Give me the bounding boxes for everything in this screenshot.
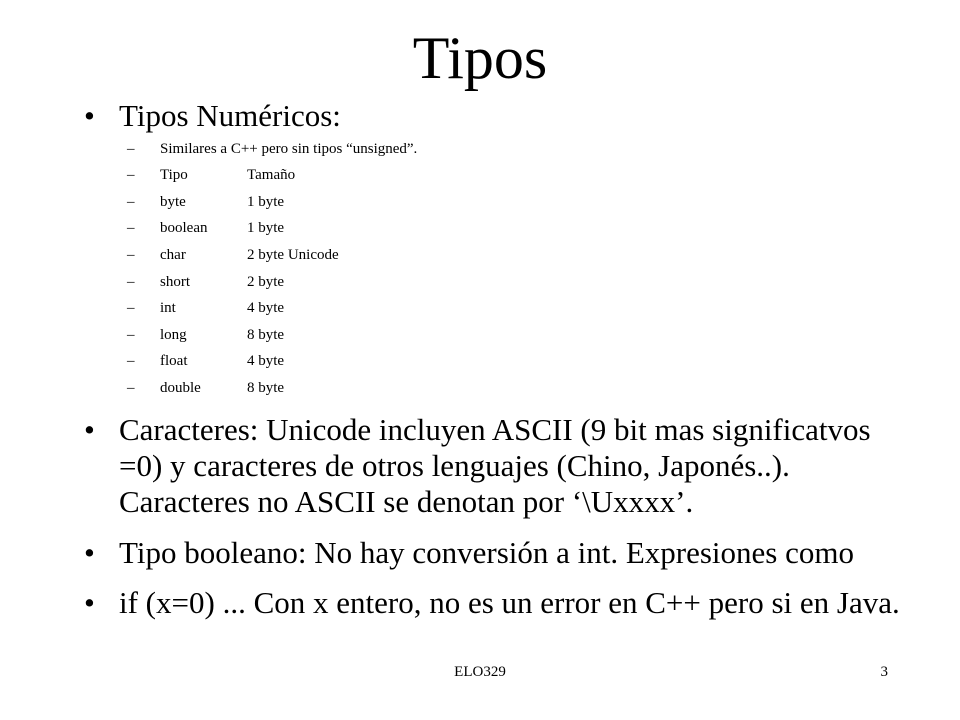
- dash-marker: –: [127, 167, 135, 183]
- row-type: float: [160, 353, 188, 369]
- bullet-if-expression: if (x=0) ... Con x entero, no es un error en C++ pero si en Java.: [119, 585, 900, 620]
- row-size: 8 byte: [247, 380, 285, 396]
- sub-bullet-text: Similares a C++ pero sin tipos “unsigned”.: [160, 141, 418, 157]
- row-type: short: [160, 274, 190, 290]
- dash-marker: –: [127, 220, 135, 236]
- row-size: 2 byte: [247, 274, 285, 290]
- dash-marker: –: [127, 380, 135, 396]
- slide-title: Tipos: [412, 25, 548, 91]
- dash-marker: –: [127, 274, 135, 290]
- footer-course: ELO329: [454, 664, 506, 680]
- bullet-marker: •: [84, 535, 95, 570]
- bullet-marker: •: [84, 98, 95, 133]
- bullet-marker: •: [84, 412, 95, 447]
- bullet-boolean-type: Tipo booleano: No hay conversión a int. Expresiones como: [119, 535, 854, 570]
- bullet-marker: •: [84, 585, 95, 620]
- bullet-numeric-types: Tipos Numéricos:: [119, 98, 341, 133]
- row-type: double: [160, 380, 201, 396]
- row-type: char: [160, 247, 186, 263]
- row-size: 2 byte Unicode: [247, 247, 339, 263]
- dash-marker: –: [127, 141, 135, 157]
- dash-marker: –: [127, 327, 135, 343]
- row-size: 4 byte: [247, 300, 285, 316]
- header-type: Tipo: [160, 167, 188, 183]
- row-type: long: [160, 327, 187, 343]
- row-size: 4 byte: [247, 353, 285, 369]
- dash-marker: –: [127, 194, 135, 210]
- row-type: boolean: [160, 220, 208, 236]
- row-size: 1 byte: [247, 194, 285, 210]
- row-size: 8 byte: [247, 327, 285, 343]
- row-size: 1 byte: [247, 220, 285, 236]
- dash-marker: –: [127, 353, 135, 369]
- bullet-characters: Caracteres: Unicode incluyen ASCII (9 bit mas significatvos =0) y caracteres de otros lenguajes (Chino, Japonés..). Caracteres no ASCII se denotan por ‘\Uxxxx’.: [119, 412, 871, 519]
- footer-page-number: 3: [880, 664, 888, 680]
- row-type: byte: [160, 194, 186, 210]
- row-type: int: [160, 300, 176, 316]
- header-size: Tamaño: [247, 167, 296, 183]
- dash-marker: –: [127, 300, 135, 316]
- dash-marker: –: [127, 247, 135, 263]
